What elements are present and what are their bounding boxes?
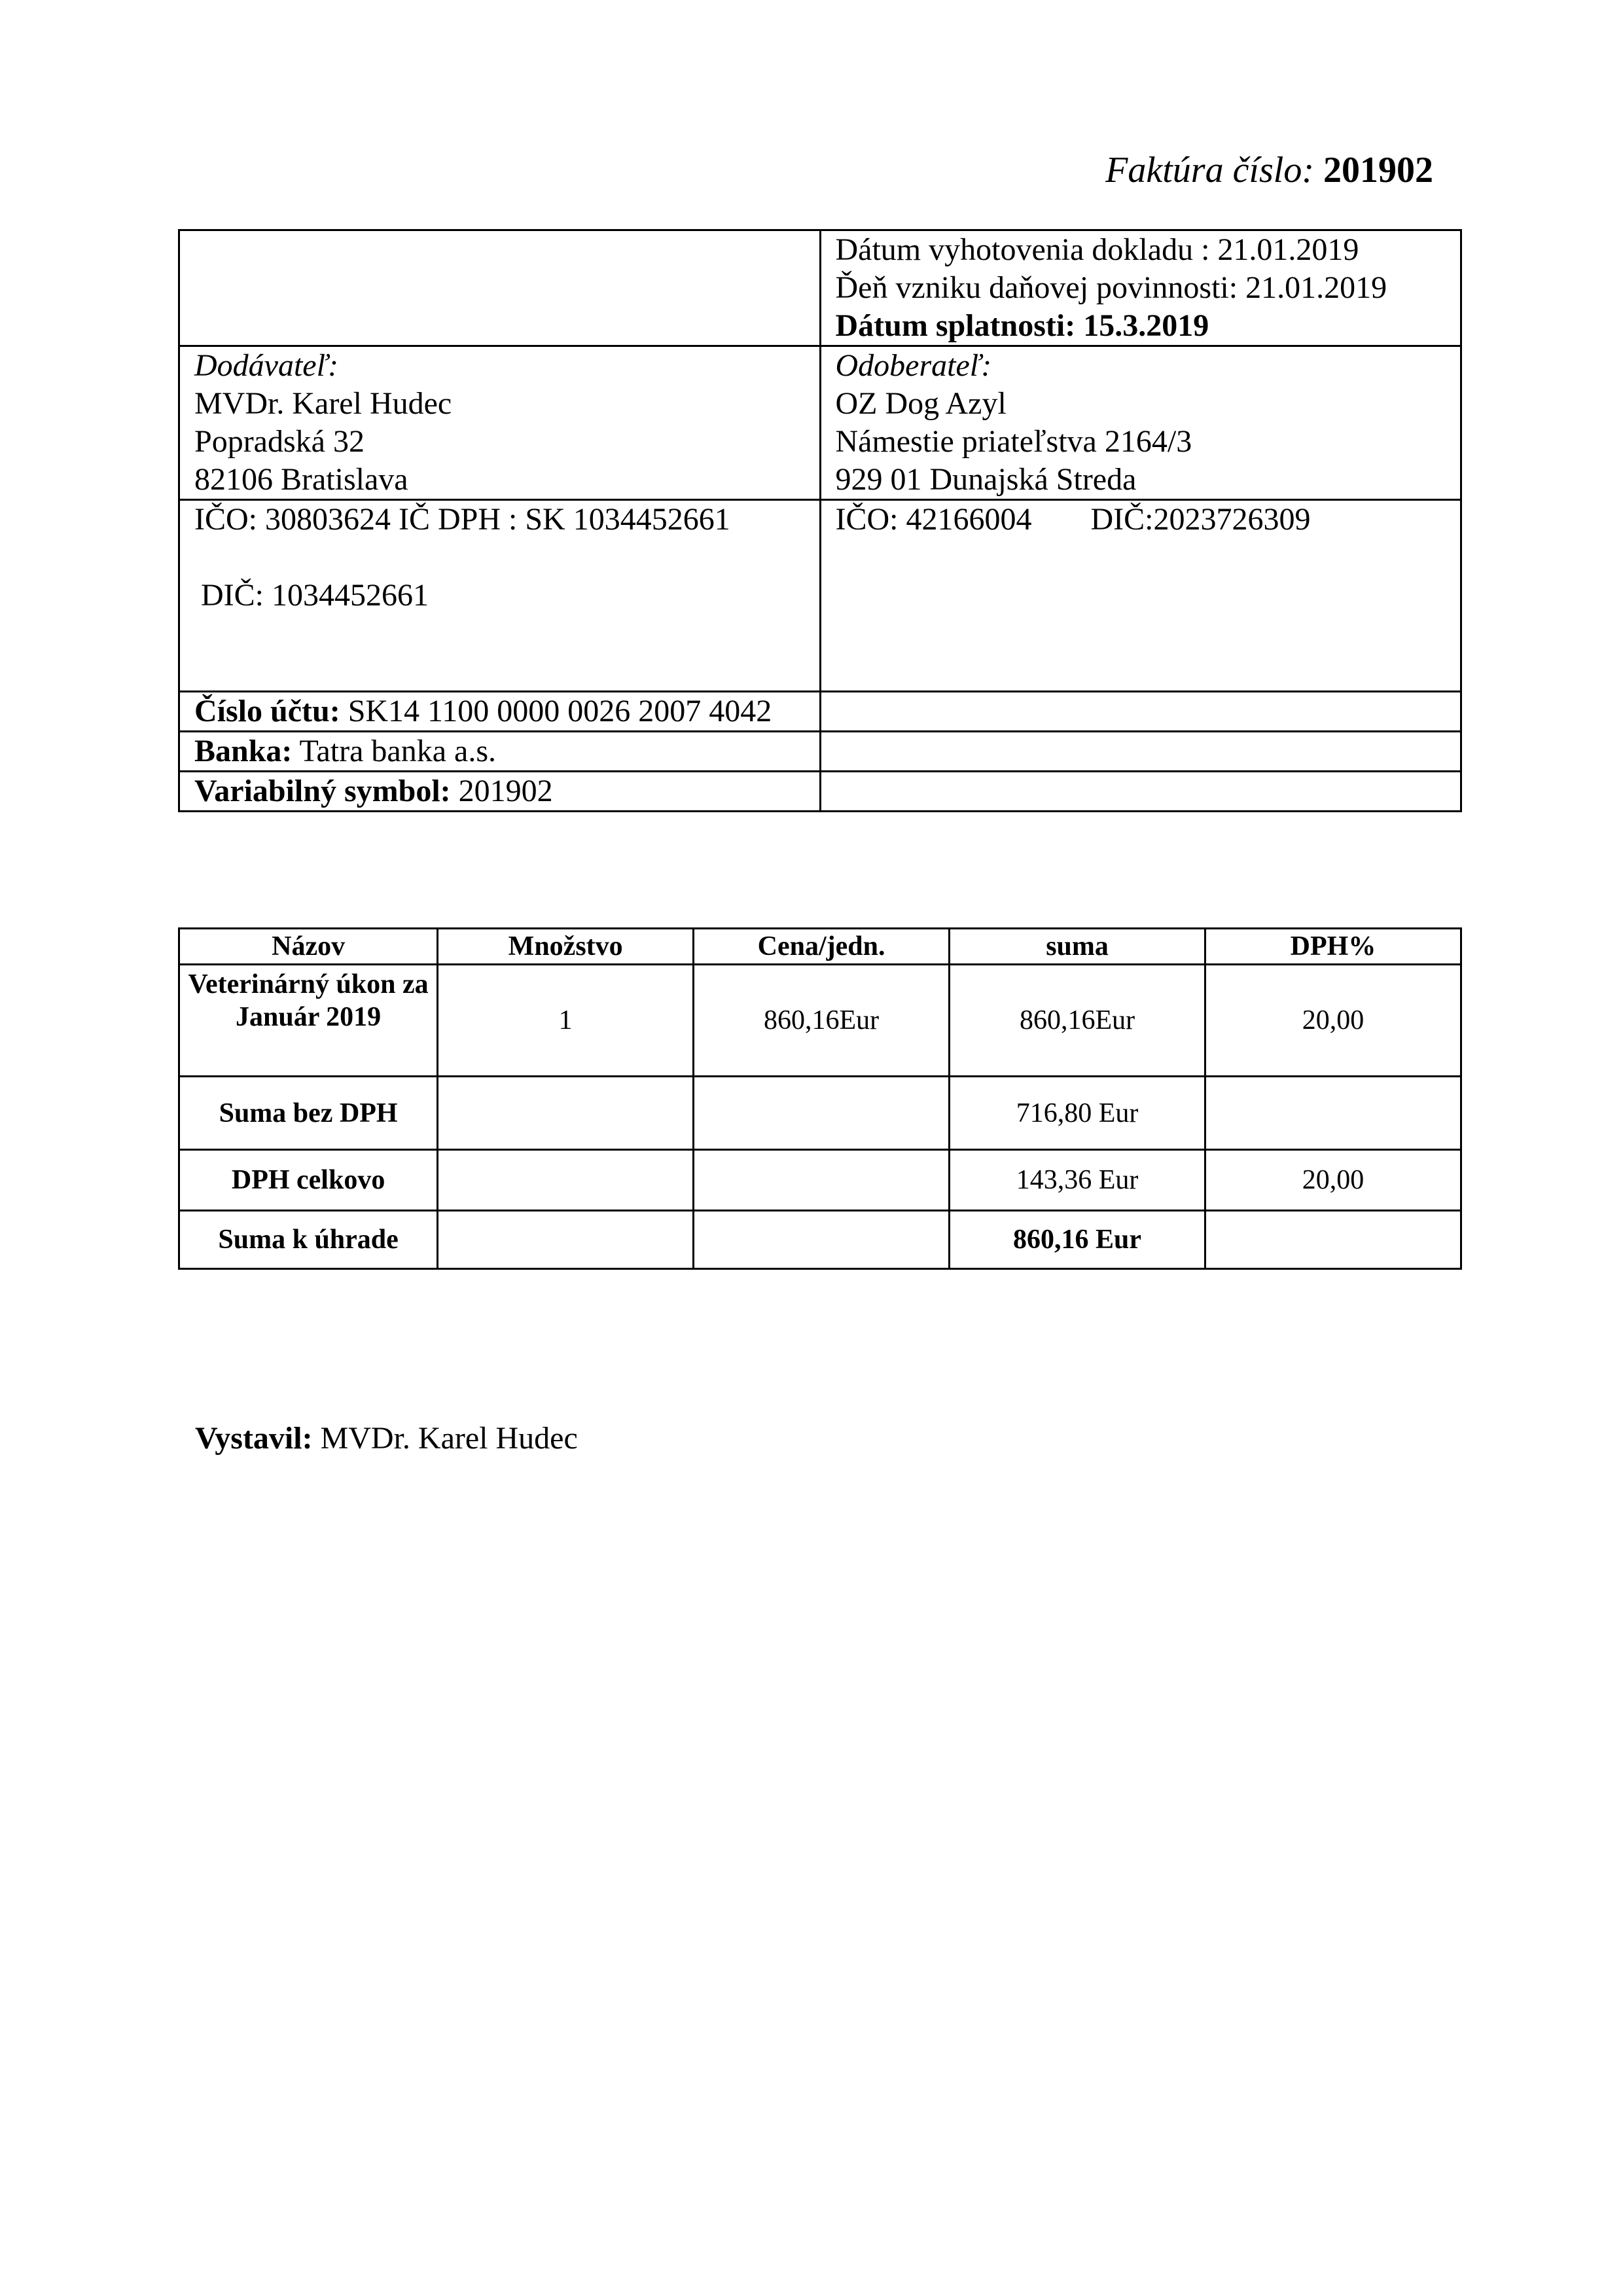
dates-cell <box>820 230 1461 346</box>
item-name: Veterinárný úkon za Január 2019 <box>179 965 438 1077</box>
variable-symbol-label: Variabilný symbol: <box>194 774 451 808</box>
col-header-quantity: Množstvo <box>438 929 694 965</box>
issue-date: Dátum vyhotovenia dokladu : 21.01.2019 <box>835 232 1359 267</box>
variable-symbol-cell <box>179 772 821 812</box>
col-header-name: Názov <box>179 929 438 965</box>
customer-heading: Odoberateľ: <box>835 348 992 383</box>
supplier-dic: DIČ: 1034452661 <box>201 578 429 613</box>
customer-dic: DIČ:2023726309 <box>1090 502 1311 537</box>
bank-empty-cell <box>820 732 1461 772</box>
table-row <box>179 1211 1461 1269</box>
customer-name: OZ Dog Azyl <box>835 386 1007 421</box>
tax-date: Ďeň vzniku daňovej povinnosti: 21.01.2019 <box>835 270 1387 305</box>
supplier-name: MVDr. Karel Hudec <box>194 386 452 421</box>
supplier-heading: Dodávateľ: <box>194 348 339 383</box>
supplier-cell <box>179 346 821 500</box>
customer-cell <box>820 346 1461 500</box>
supplier-ids-cell <box>179 500 821 692</box>
account-label: Číslo účtu: <box>194 694 340 728</box>
account-empty-cell <box>820 692 1461 732</box>
account-cell <box>179 692 821 732</box>
subtotal-value: 716,80 Eur <box>950 1077 1205 1150</box>
header-empty-cell <box>179 230 821 346</box>
vat-total-rate: 20,00 <box>1205 1150 1461 1211</box>
invoice-number: 201902 <box>1323 150 1433 190</box>
issued-by <box>195 1420 578 1456</box>
invoice-title-label: Faktúra číslo: <box>1105 150 1314 190</box>
vat-total-value: 143,36 Eur <box>950 1150 1205 1211</box>
issued-by-value: MVDr. Karel Hudec <box>320 1421 578 1456</box>
customer-ids <box>836 501 1461 539</box>
total-value: 860,16 Eur <box>950 1211 1205 1269</box>
bank-label: Banka: <box>194 734 293 768</box>
table-row <box>179 965 1461 1077</box>
supplier-city: 82106 Bratislava <box>194 462 408 497</box>
col-header-sum: suma <box>950 929 1205 965</box>
bank-cell <box>179 732 821 772</box>
col-header-vat: DPH% <box>1205 929 1461 965</box>
customer-ids-cell <box>820 500 1461 692</box>
table-row <box>179 1150 1461 1211</box>
variable-symbol-empty-cell <box>820 772 1461 812</box>
item-unit-price: 860,16Eur <box>694 965 950 1077</box>
customer-street: Námestie priateľstva 2164/3 <box>835 424 1192 459</box>
subtotal-label: Suma bez DPH <box>179 1077 438 1150</box>
due-date: Dátum splatnosti: 15.3.2019 <box>835 308 1209 343</box>
item-quantity: 1 <box>438 965 694 1077</box>
bank-value: Tatra banka a.s. <box>299 734 497 768</box>
table-row <box>179 1077 1461 1150</box>
item-vat: 20,00 <box>1205 965 1461 1077</box>
supplier-ids: IČO: 30803624 IČ DPH : SK 1034452661 <box>194 502 730 537</box>
total-label: Suma k úhrade <box>179 1211 438 1269</box>
account-value: SK14 1100 0000 0026 2007 4042 <box>348 694 772 728</box>
customer-ico: IČO: 42166004 <box>835 502 1032 537</box>
customer-city: 929 01 Dunajská Streda <box>835 462 1137 497</box>
items-table <box>178 927 1462 1270</box>
col-header-unit-price: Cena/jedn. <box>694 929 950 965</box>
invoice-header-table <box>178 229 1462 812</box>
item-sum: 860,16Eur <box>950 965 1205 1077</box>
issued-by-label: Vystavil: <box>195 1421 313 1456</box>
variable-symbol-value: 201902 <box>458 774 553 808</box>
vat-total-label: DPH celkovo <box>179 1150 438 1211</box>
invoice-title <box>1105 149 1433 191</box>
supplier-street: Popradská 32 <box>194 424 365 459</box>
items-header-row <box>179 929 1461 965</box>
